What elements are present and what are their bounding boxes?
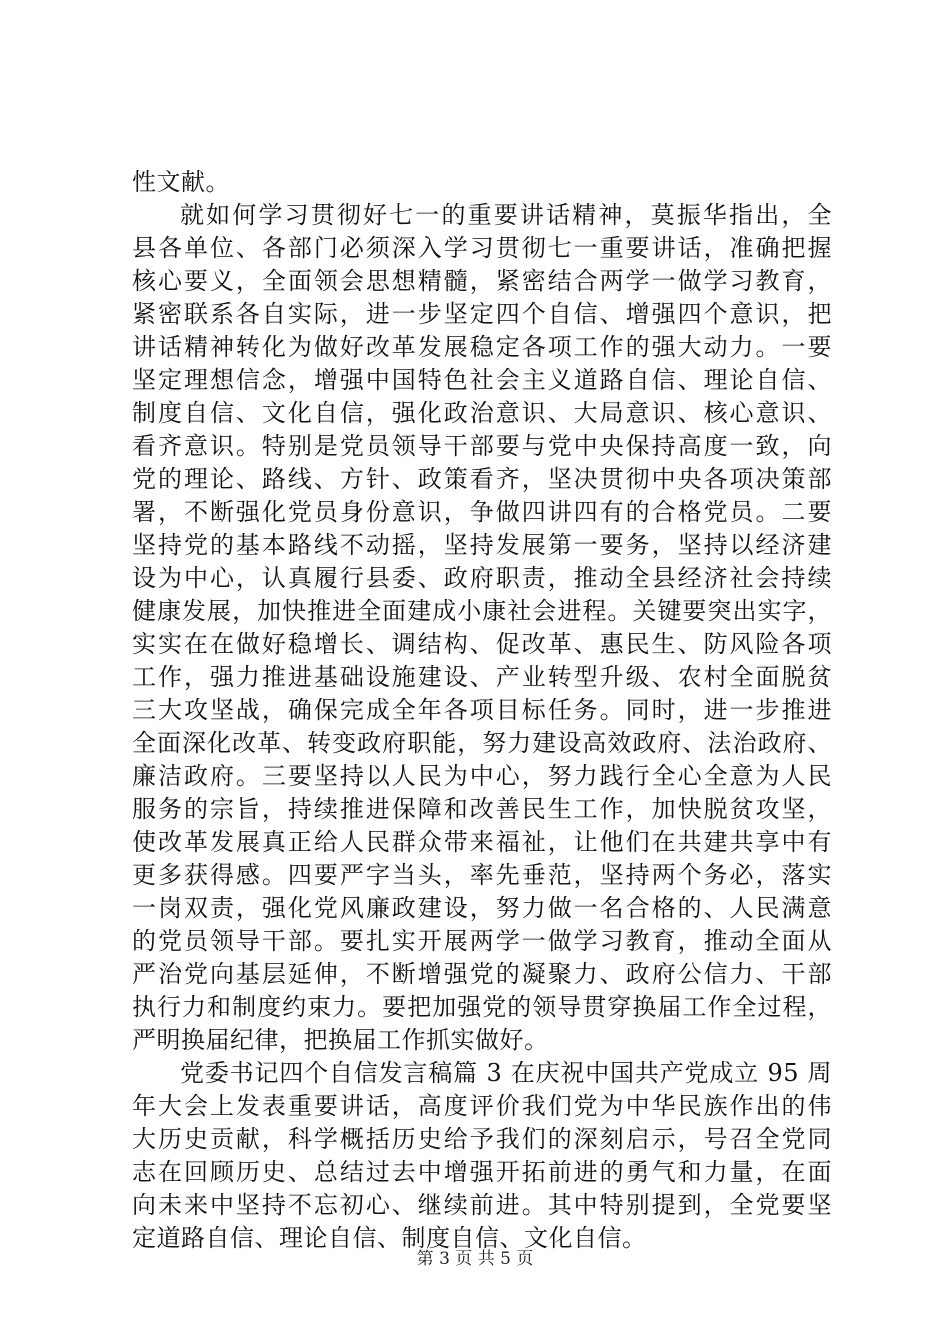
text-line: 设为中心，认真履行县委、政府职责，推动全县经济社会持续 (132, 564, 832, 592)
text-line: 坚持党的基本路线不动摇，坚持发展第一要务，坚持以经济建 (132, 531, 832, 559)
text-line: 执行力和制度约束力。要把加强党的领导贯穿换届工作全过程， (132, 993, 832, 1021)
text-line: 更多获得感。四要严字当头，率先垂范，坚持两个务必，落实 (132, 861, 832, 889)
text-line: 坚定理想信念，增强中国特色社会主义道路自信、理论自信、 (132, 366, 832, 394)
text-line: 署，不断强化党员身份意识，争做四讲四有的合格党员。二要 (132, 498, 832, 526)
text-line: 志在回顾历史、总结过去中增强开拓前进的勇气和力量，在面 (132, 1158, 832, 1186)
text-line: 年大会上发表重要讲话，高度评价我们党为中华民族作出的伟 (132, 1092, 832, 1120)
text-line: 的党员领导干部。要扎实开展两学一做学习教育，推动全面从 (132, 927, 832, 955)
text-line: 看齐意识。特别是党员领导干部要与党中央保持高度一致，向 (132, 432, 832, 460)
text-line: 向未来中坚持不忘初心、继续前进。其中特别提到，全党要坚 (132, 1191, 832, 1219)
text-line: 工作，强力推进基础设施建设、产业转型升级、农村全面脱贫 (132, 663, 832, 691)
text-line: 使改革发展真正给人民群众带来福祉，让他们在共建共享中有 (132, 828, 832, 856)
text-line: 定道路自信、理论自信、制度自信、文化自信。 (132, 1224, 647, 1252)
text-line: 性文献。 (132, 168, 230, 196)
text-line: 三大攻坚战，确保完成全年各项目标任务。同时，进一步推进 (132, 696, 832, 724)
text-line: 核心要义，全面领会思想精髓，紧密结合两学一做学习教育， (132, 267, 832, 295)
text-line: 健康发展，加快推进全面建成小康社会进程。关键要突出实字， (132, 597, 832, 625)
text-line: 严明换届纪律，把换届工作抓实做好。 (132, 1026, 549, 1054)
text-line: 严治党向基层延伸，不断增强党的凝聚力、政府公信力、干部 (132, 960, 832, 988)
page-number: 第 3 页 共 5 页 (416, 1249, 534, 1269)
text-line: 就如何学习贯彻好七一的重要讲话精神，莫振华指出，全 (180, 201, 832, 229)
body-text (132, 166, 832, 1255)
text-line: 紧密联系各自实际，进一步坚定四个自信、增强四个意识，把 (132, 300, 832, 328)
text-line: 大历史贡献，科学概括历史给予我们的深刻启示，号召全党同 (132, 1125, 832, 1153)
text-line: 一岗双责，强化党风廉政建设，努力做一名合格的、人民满意 (132, 894, 832, 922)
text-line: 实实在在做好稳增长、调结构、促改革、惠民生、防风险各项 (132, 630, 832, 658)
text-line: 讲话精神转化为做好改革发展稳定各项工作的强大动力。一要 (132, 333, 832, 361)
text-line: 制度自信、文化自信，强化政治意识、大局意识、核心意识、 (132, 399, 832, 427)
text-line: 党的理论、路线、方针、政策看齐，坚决贯彻中央各项决策部 (132, 465, 832, 493)
page-footer (0, 1248, 950, 1270)
text-line: 廉洁政府。三要坚持以人民为中心，努力践行全心全意为人民 (132, 762, 832, 790)
text-line: 县各单位、各部门必须深入学习贯彻七一重要讲话，准确把握 (132, 234, 832, 262)
text-line: 全面深化改革、转变政府职能，努力建设高效政府、法治政府、 (132, 729, 832, 757)
text-line: 党委书记四个自信发言稿篇 3 在庆祝中国共产党成立 95 周 (180, 1059, 832, 1087)
text-line: 服务的宗旨，持续推进保障和改善民生工作，加快脱贫攻坚， (132, 795, 832, 823)
